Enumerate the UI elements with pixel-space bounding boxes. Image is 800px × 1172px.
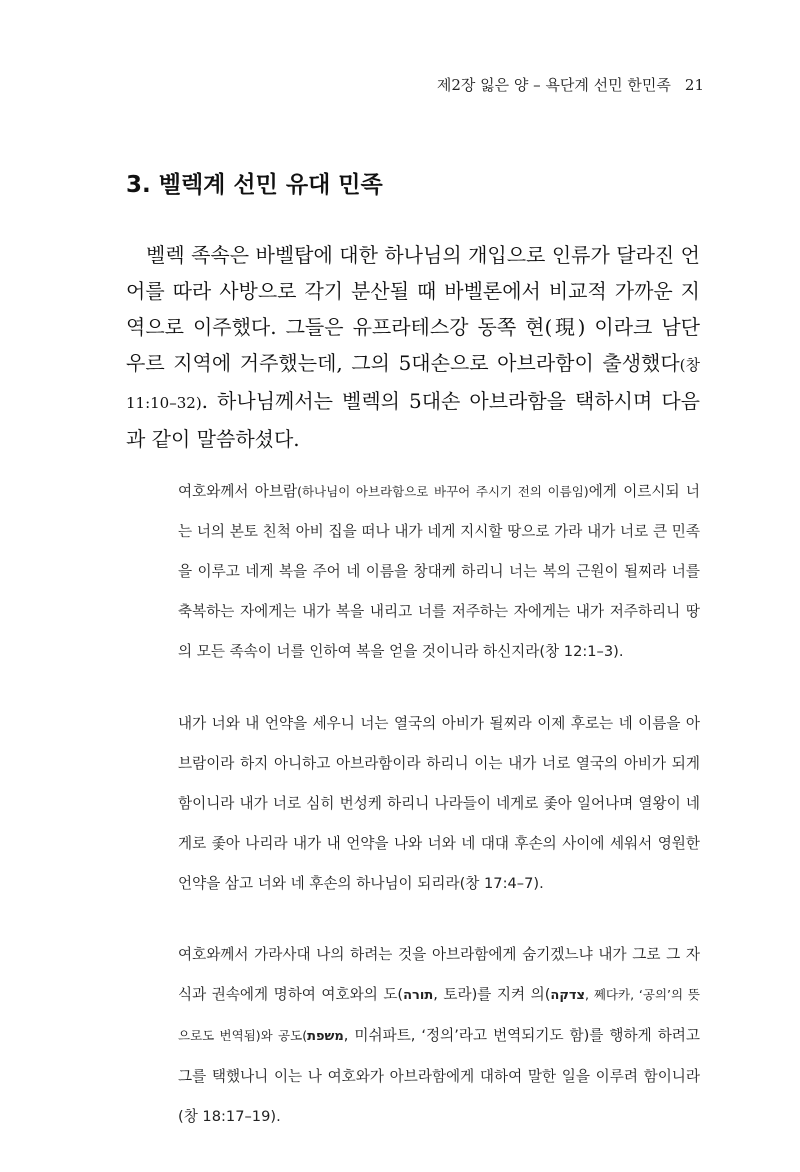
quote-lead: 여호와께서 아브람: [178, 483, 298, 500]
quote-body: 에게 이르시되 너는 너의 본토 친척 아비 집을 떠나 내가 네게 지시할 땅으로 가라 내가 너로 큰 민족을 이루고 네게 복을 주어 네 이름을 창대케 하리니 너는 복의 근원이 될찌라 너를 축복하는 자에게는 내가 복을 내리고 너를 저주하는 자에게는 내가 저주하리니 땅의 모든 족속이 너를 인하여 복을 얻을 것이니라 하신지라: [178, 483, 701, 660]
body-paragraph: [126, 237, 700, 457]
hebrew-term-mishpat: משפת: [307, 1029, 344, 1044]
scripture-quote: [178, 935, 700, 1137]
scripture-quote: [178, 472, 700, 672]
section-title: 3. 벨렉계 선민 유대 민족: [126, 172, 383, 198]
running-header: [437, 74, 704, 95]
quote-body: 내가 너와 내 언약을 세우니 너는 열국의 아비가 될찌라 이제 후로는 네 이름을 아브람이라 하지 아니하고 아브라함이라 하리니 이는 내가 너로 열국의 아비가 되게 함이니라 내가 너로 심히 번성케 하리니 나라들이 네게로 좇아 일어나며 열왕이 네게로 좇아 나리라 내가 내 언약을 나와 너와 네 대대 후손의 사이에 세워서 영원한 언약을 삼고 너와 네 후손의 하나님이 되리라: [178, 715, 700, 892]
quote-citation: (창 18:17–19): [178, 1108, 277, 1125]
paragraph-text: 벨렉 족속은 바벨탑에 대한 하나님의 개입으로 인류가 달라진 언어를 따라 사방으로 각기 분산될 때 바벨론에서 비교적 가까운 지역으로 이주했다. 그들은 유프라테스강 동쪽 현(現) 이라크 남단 우르 지역에 거주했는데, 그의 5대손으로 아브라함이 출생했다: [126, 243, 700, 375]
paragraph-text-end: . 하나님께서는 벨렉의 5대손 아브라함을 택하시며 다음과 같이 말씀하셨다.: [126, 389, 700, 451]
paragraph-citation: (창 11:10–32): [126, 356, 700, 412]
quote-text: , 토라)를 지켜 의(: [433, 986, 551, 1003]
scripture-quote: [178, 704, 700, 904]
running-title: 제2장 잃은 양 – 욕단계 선민 한민족: [436, 76, 671, 94]
page-number: 21: [684, 76, 704, 94]
hebrew-term-torah: תורה: [403, 988, 434, 1003]
quote-citation: (창 12:1–3): [539, 643, 619, 660]
hebrew-term-tzedakah: צדקה: [550, 988, 586, 1003]
quote-text: , 쩨다카, ‘공의’의 뜻으로도 번역됨)와 공도(: [178, 987, 700, 1043]
quote-end: .: [276, 1108, 281, 1125]
quote-text: , 미쉬파트, ‘정의’라고 번역되기도 함)를 행하게 하려고 그를 택했나니 이는 나 여호와가 아브라함에게 대하여 말한 일을 이루려 함이니라: [178, 1027, 700, 1085]
quote-end: .: [539, 875, 544, 892]
quote-note: (하나님이 아브라함으로 바꾸어 주시기 전의 이름임): [297, 484, 589, 499]
quote-citation: (창 17:4–7): [459, 875, 540, 892]
quote-text: 여호와께서 가라사대 나의 하려는 것을 아브라함에게 숨기겠느냐 내가 그로 그 자식과 권속에게 명하여 여호와의 도(: [178, 946, 700, 1003]
quote-end: .: [618, 643, 624, 660]
